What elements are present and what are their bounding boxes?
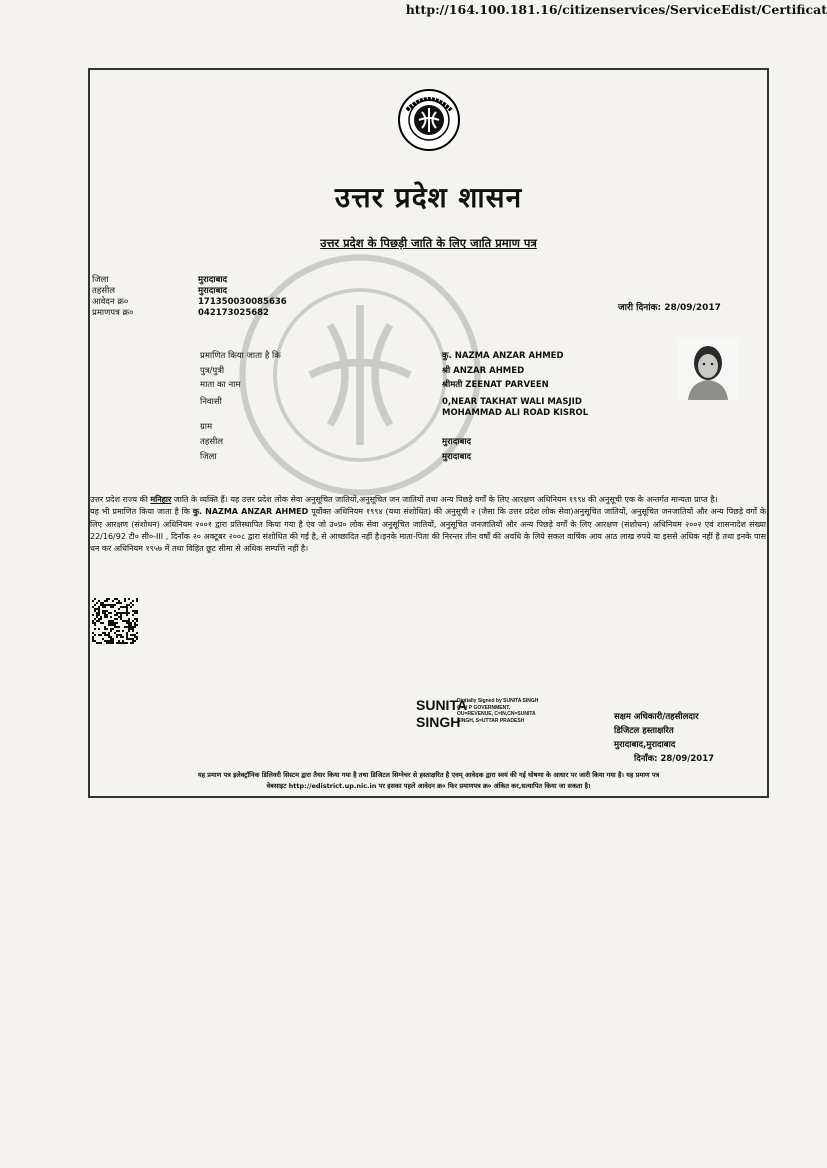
officer-block [614,710,714,766]
signer-name-line: SINGH [416,714,461,730]
person-label: पुत्र/पुत्री [200,366,225,376]
person-value: श्री ANZAR AHMED [442,366,525,376]
certificate-footer [90,770,767,792]
certificate-body [90,494,766,555]
body-text-part: उत्तर प्रदेश राज्य की [90,495,151,504]
footer-line: यह प्रमाण पत्र इलेक्ट्रॉनिक डिलिवरी सिस्टम द्वारा तैयार किया गया है तथा डिजिटल सिग्नेचर से हस्ताक्षरित है एवम् आवेदक द्वारा स्वयं की गई घोषणा के आधार पर जारी किया गया है। यह प्रमाण पत्र [197,771,660,779]
body-paragraph-2 [90,506,766,555]
person-value: MOHAMMAD ALI ROAD KISROL [442,408,589,418]
applicant-name: कु. NAZMA ANZAR AHMED [192,507,309,517]
source-url: http://164.100.181.16/citizenservices/ServiceEdist/Certificat [405,2,827,17]
up-government-emblem [397,88,461,152]
person-value: मुरादाबाद [442,452,472,462]
person-label: माता का नाम [200,380,241,390]
officer-place: मुरादाबाद,मुरादाबाद [614,740,676,750]
person-value: मुरादाबाद [442,437,472,447]
certificate-frame [88,68,769,798]
field-label: प्रमाणपत्र क्र० [92,308,134,318]
person-label: ग्राम [200,422,213,432]
field-value: मुरादाबाद [198,275,228,285]
officer-date: दिनाँक: 28/09/2017 [634,754,715,764]
person-value: श्रीमती ZEENAT PARVEEN [442,380,549,390]
body-paragraph-1 [90,494,766,506]
qr-code [92,598,138,644]
digital-signature [416,697,556,733]
field-value: 042173025682 [198,308,269,318]
signer-name-line: SUNITA [416,697,468,713]
signature-detail-line: OU=REVENUE, C=IN,CN=SUNITA [457,711,536,717]
certificate-subtitle: उत्तर प्रदेश के पिछड़ी जाति के लिए जाति प्रमाण पत्र [320,236,537,250]
officer-title: सक्षम अधिकारी/तहसीलदार [614,712,699,722]
applicant-photo [678,338,738,400]
person-value: 0,NEAR TAKHAT WALI MASJID [442,397,582,407]
person-label: प्रमाणित किया जाता है कि [200,351,281,361]
body-text-part: यह भी प्रमाणित किया जाता है कि [90,507,193,517]
signature-detail-line: Digitally Signed by SUNITA SINGH [457,698,539,704]
person-label: जिला [200,452,217,462]
field-label: तहसील [92,286,116,296]
page-title: उत्तर प्रदेश शासन [334,181,523,214]
field-value: मुरादाबाद [198,286,228,296]
person-label: निवासी [200,397,222,407]
field-value: 171350030085636 [198,297,287,307]
signature-details [457,698,538,724]
signature-detail-line: SINGH, S=UTTAR PRADESH [457,717,525,724]
field-label: जिला [92,275,109,285]
body-text-part: पूर्वोक्त अधिनियम १९९४ (यथा संशोधित) की अनुसूची २ (जैसा कि उत्तर प्रदेश लोक सेवा)अनुसूचित जातियों, अनुसूचित जनजातियों और अन्य पिछड़े वर्गों के लिए आरक्षण (संशोधन) अधिनियम २००१ द्वारा प्रतिस्थापित किया गया है एंव जो उ०प्र० लोक सेवा अनुसूचित जातियों, अनुसूचित जनजातियों और अन्य पिछड़े वर्गों के लिए आरक्षण (संशोधन) अधिनियम २००२ एवं शासनादेश संख्या 22/16/92 टी० सी०-III , दिनाँक २० अक्टूबर २००८ द्वारा संशोधित की गई है, से आच्छादित नहीं है।इनके माता-पिता की निरन्तर तीन वर्षों की अवधि के लिये सकल वार्षिक आय आठ लाख रुपये या इससे अधिक नहीं है तथा इनके पास धन कर अधिनियम १९५७ में तथा विहित छूट सीमा से अधिक सम्पत्ति नहीं है। [90,507,766,554]
body-text-part: जाति के व्यक्ति हैं। यह उत्तर प्रदेश लोक सेवा अनुसूचित जातियों,अनुसूचित जन जातियों तथा अन्य पिछड़े वर्गों के लिए आरक्षण अधिनियम १९९४ की अनुसूची एक के अन्तर्गत मान्यता प्राप्त है। [171,495,718,504]
person-value: कु. NAZMA ANZAR AHMED [442,351,564,361]
field-label: आवेदन क्र० [92,297,129,307]
footer-line: वेबसाइट http://edistrict.up.nic.in पर इसका पहले आवेदन क्र० फिर प्रमाणपत्र क्र० अंकित कर,सत्यापित किया जा सकता है। [266,782,591,790]
caste-name: मनिहार [150,495,172,504]
issue-date: जारी दिनांक: 28/09/2017 [618,303,721,313]
person-label: तहसील [200,437,224,447]
signature-detail-line: O=U P GOVERNMENT, [457,704,511,711]
officer-sign-label: डिजिटल हस्ताक्षरित [614,726,674,736]
